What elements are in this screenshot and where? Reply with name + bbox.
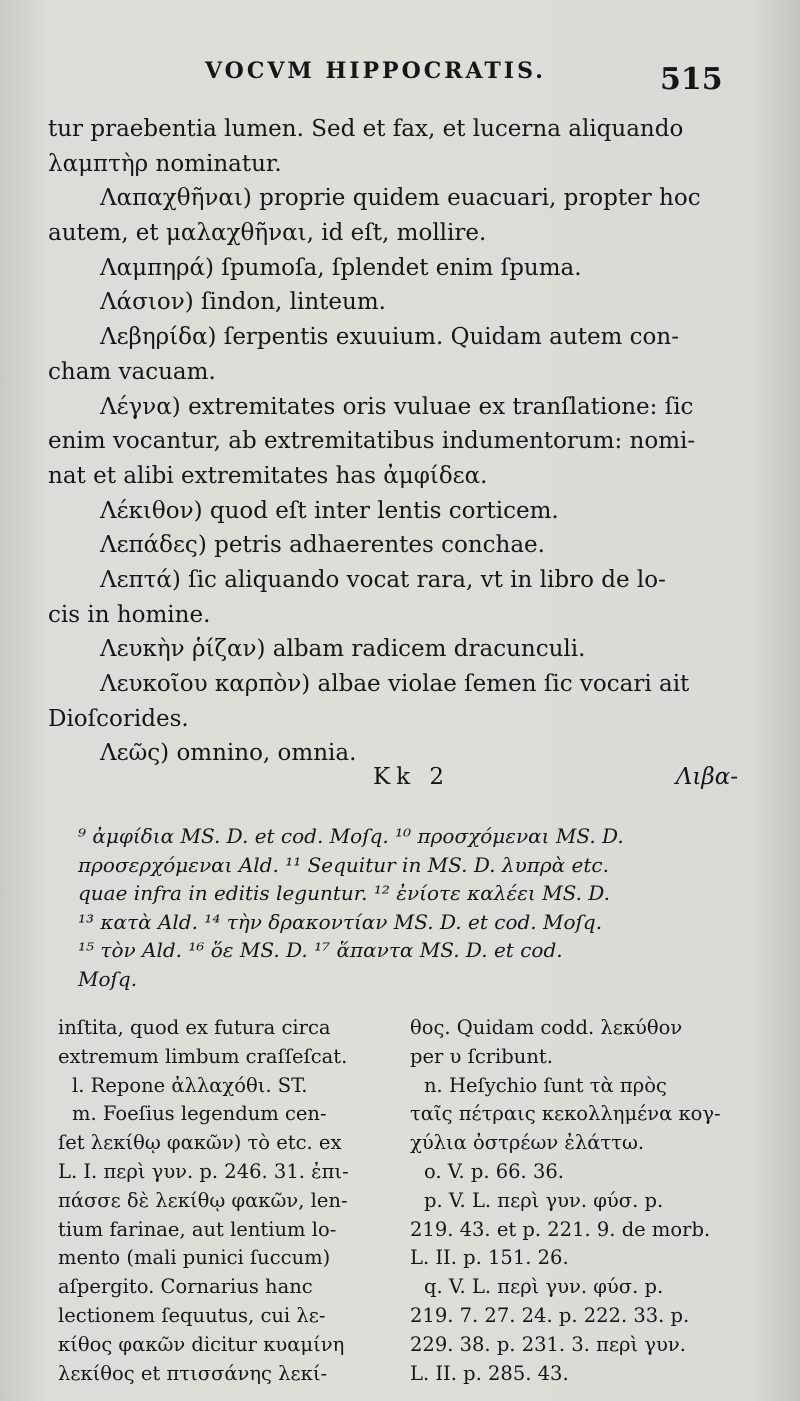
note-line: per υ ſcribunt. xyxy=(410,1044,553,1068)
note-line: aſpergito. Cornarius hanc xyxy=(58,1275,313,1299)
signature-mark: Kk 2 xyxy=(373,764,451,790)
note-line: q. V. L. περὶ γυν. φύσ. p. xyxy=(424,1275,664,1299)
note-line: m. Foeſius legendum cen- xyxy=(72,1102,327,1126)
note-line: mento (mali punici ſuccum) xyxy=(58,1246,331,1270)
note-line: ſet λεκίθῳ φακῶν) τὸ etc. ex xyxy=(58,1131,342,1155)
entry-line: Λεπτά) ſic aliquando vocat rara, vt in libro de lo- xyxy=(100,566,666,593)
note-line: lectionem ſequutus, cui λε- xyxy=(58,1303,326,1327)
notes-right-column xyxy=(410,1014,740,1388)
text-line: cham vacuam. xyxy=(48,358,216,385)
footnotes-block xyxy=(78,822,738,994)
note-line: χύλια ὀστρέων ἐλάττω. xyxy=(410,1131,645,1155)
footnote-line: ¹³ κατὰ Ald. ¹⁴ τὴν δρακοντίαν MS. D. et cod. Moſq. xyxy=(78,909,603,934)
entry-line: Λευκὴν ῥίζαν) albam radicem dracunculi. xyxy=(100,636,586,663)
entry-line: Λέγνα) extremitates oris vuluae ex tranſlatione: ſic xyxy=(100,393,694,420)
entry-line: Λάσιον) ſindon, linteum. xyxy=(100,289,386,316)
main-text-block xyxy=(48,112,738,771)
entry-line: Λέκιθον) quod eſt inter lentis corticem. xyxy=(100,497,559,524)
text-line: Dioſcorides. xyxy=(48,705,189,732)
text-line: tur praebentia lumen. Sed et fax, et lucerna aliquando xyxy=(48,116,684,142)
note-line: o. V. p. 66. 36. xyxy=(424,1159,564,1183)
note-line: θος. Quidam codd. λεκύθον xyxy=(410,1016,683,1039)
page-number: 515 xyxy=(660,62,723,97)
entry-line: Λεβηρίδα) ſerpentis exuuium. Quidam autem con- xyxy=(100,324,679,351)
note-line: λεκίθος et πτισσάνης λεκί- xyxy=(58,1361,328,1385)
note-line: 229. 38. p. 231. 3. περὶ γυν. xyxy=(410,1332,686,1356)
text-line: cis in homine. xyxy=(48,601,211,628)
footnote-line: ¹⁵ τὸν Ald. ¹⁶ ὅε MS. D. ¹⁷ ἅπαντα MS. D. et cod. xyxy=(78,938,563,963)
note-line: πάσσε δὲ λεκίθῳ φακῶν, len- xyxy=(58,1188,348,1212)
note-line: l. Repone ἀλλαχόθι. ST. xyxy=(72,1073,308,1097)
text-line: enim vocantur, ab extremitatibus indumentorum: nomi- xyxy=(48,428,696,455)
footnote-line: Moſq. xyxy=(78,966,138,991)
footnote-line: ⁹ ἀμφίδια MS. D. et cod. Moſq. ¹⁰ προσχόμεναι MS. D. xyxy=(78,824,624,848)
entry-line: Λαπαχθῆναι) proprie quidem euacuari, propter hoc xyxy=(100,185,701,212)
catchword: Λιβα- xyxy=(675,764,738,790)
entry-line: Λαμπηρά) ſpumoſa, ſplendet enim ſpuma. xyxy=(100,254,582,281)
note-line: tium farinae, aut lentium lo- xyxy=(58,1217,337,1241)
text-line: nat et alibi extremitates has ἀμφίδεα. xyxy=(48,462,488,489)
entry-line: Λευκοῖου καρπὸν) albae violae ſemen ſic vocari ait xyxy=(100,671,690,697)
footnote-line: προσερχόμεναι Ald. ¹¹ Sequitur in MS. D. λυπρὰ etc. xyxy=(78,852,609,877)
running-title: VOCVM HIPPOCRATIS. xyxy=(205,58,546,84)
note-line: p. V. L. περὶ γυν. φύσ. p. xyxy=(424,1188,664,1212)
note-line: 219. 43. et p. 221. 9. de morb. xyxy=(410,1217,711,1241)
footnote-line: quae infra in editis leguntur. ¹² ἐνίοτε καλέει MS. D. xyxy=(78,881,610,906)
note-line: inſtita, quod ex futura circa xyxy=(58,1016,331,1039)
note-line: L. II. p. 151. 26. xyxy=(410,1246,569,1270)
note-line: n. Heſychio ſunt τὰ πρὸς xyxy=(424,1073,667,1097)
text-line: autem, et μαλαχθῆναι, id eſt, mollire. xyxy=(48,220,487,247)
note-line: L. II. p. 285. 43. xyxy=(410,1361,569,1385)
text-line: λαμπτὴρ nominatur. xyxy=(48,150,282,177)
note-line: κίθος φακῶν dicitur κυαμίνη xyxy=(58,1332,345,1356)
note-line: 219. 7. 27. 24. p. 222. 33. p. xyxy=(410,1303,690,1327)
note-line: extremum limbum craſſeſcat. xyxy=(58,1044,348,1068)
notes-left-column xyxy=(58,1014,388,1388)
entry-line: Λεῶς) omnino, omnia. xyxy=(100,740,357,767)
entry-line: Λεπάδες) petris adhaerentes conchae. xyxy=(100,532,545,559)
note-line: L. I. περὶ γυν. p. 246. 31. ἐπι- xyxy=(58,1159,349,1183)
note-line: ταῖς πέτραις κεκολλημένα κογ- xyxy=(410,1102,721,1126)
